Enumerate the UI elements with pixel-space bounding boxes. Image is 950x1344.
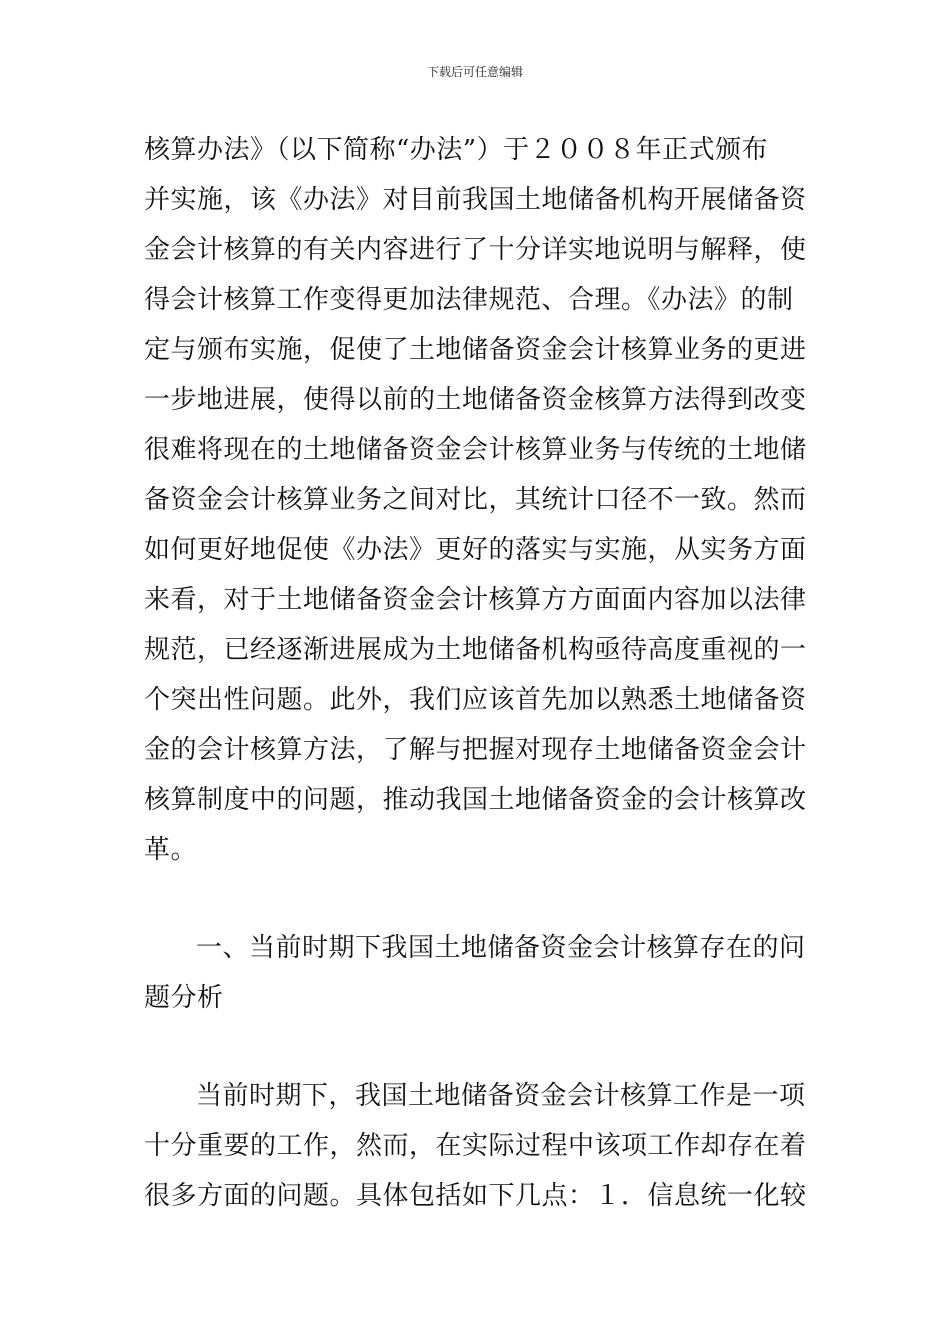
text-line: 一步地进展，使得以前的土地储备资金核算方法得到改变 — [144, 385, 807, 415]
page-header: 下载后可任意编辑 — [426, 65, 523, 79]
text-line: 革。 — [144, 835, 198, 865]
text-line: 如何更好地促使《办法》更好的落实与实施，从实务方面 — [144, 535, 807, 565]
text-line: 并实施，该《办法》对目前我国土地储备机构开展储备资 — [144, 185, 807, 215]
text-line: 很难将现在的土地储备资金会计核算业务与传统的土地储 — [144, 435, 807, 465]
text-line: 很多方面的问题。具体包括如下几点：１．信息统一化较 — [144, 1181, 807, 1211]
text-line: 核算制度中的问题，推动我国土地储备资金的会计核算改 — [144, 785, 807, 815]
text-line: 定与颁布实施，促使了土地储备资金会计核算业务的更进 — [144, 335, 807, 365]
text-line: 个突出性问题。此外，我们应该首先加以熟悉土地储备资 — [144, 685, 807, 715]
heading-line: 一、当前时期下我国土地储备资金会计核算存在的问 — [196, 933, 806, 963]
text-line: 得会计核算工作变得更加法律规范、合理。《办法》的制 — [144, 285, 794, 315]
text-line: 核算办法》（以下简称“办法”）于２００８年正式颁布 — [144, 135, 769, 165]
text-line: 规范，已经逐渐进展成为土地储备机构亟待高度重视的一 — [144, 635, 807, 665]
text-line: 当前时期下，我国土地储备资金会计核算工作是一项 — [196, 1081, 806, 1111]
heading-line: 题分析 — [144, 983, 224, 1013]
text-line: 备资金会计核算业务之间对比，其统计口径不一致。然而 — [144, 485, 807, 515]
text-line: 金会计核算的有关内容进行了十分详实地说明与解释，使 — [144, 235, 807, 265]
text-line: 十分重要的工作，然而，在实际过程中该项工作却存在着 — [144, 1131, 807, 1161]
text-line: 来看，对于土地储备资金会计核算方方面面内容加以法律 — [144, 585, 807, 615]
text-line: 金的会计核算方法，了解与把握对现存土地储备资金会计 — [144, 735, 807, 765]
